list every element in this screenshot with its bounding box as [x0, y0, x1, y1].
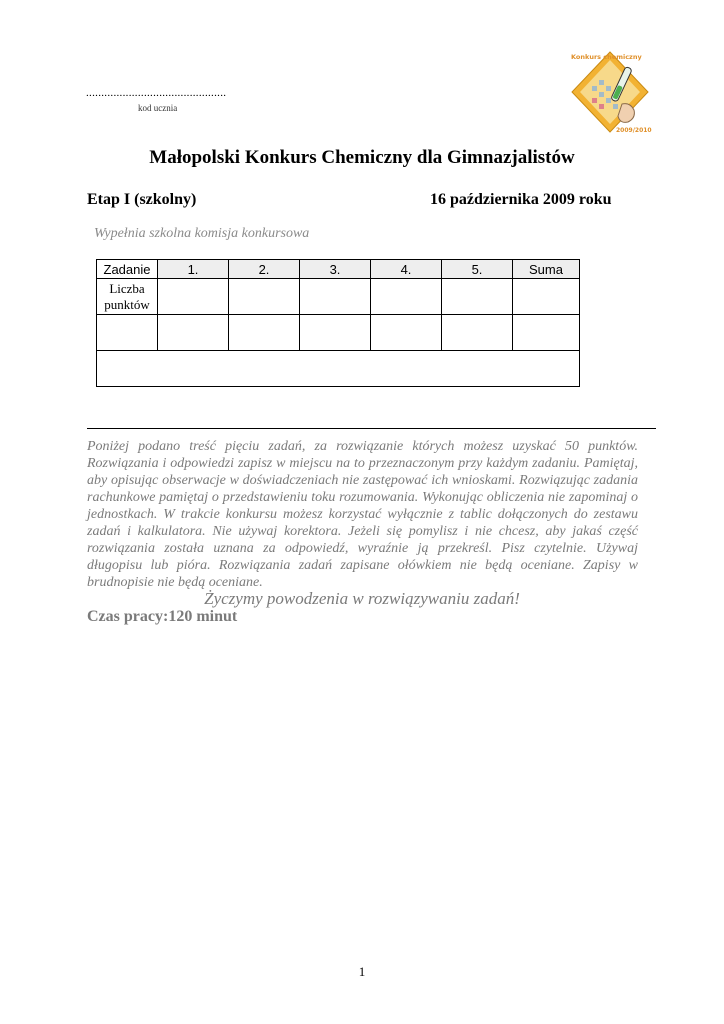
student-code-dots: ..............................................: [86, 87, 227, 99]
header-zadanie: Zadanie: [97, 260, 158, 279]
points-cell-2[interactable]: [229, 279, 300, 315]
header-task-4: 4.: [371, 260, 442, 279]
signature-cell-5[interactable]: [442, 315, 513, 351]
stage-label: Etap I (szkolny): [87, 191, 197, 208]
committee-note: Wypełnia szkolna komisja konkursowa: [94, 226, 310, 241]
student-code-label: kod ucznia: [138, 103, 178, 113]
contest-date: 16 października 2009 roku: [430, 191, 612, 208]
header-task-1: 1.: [158, 260, 229, 279]
working-time: Czas pracy:120 minut: [87, 608, 238, 625]
points-cell-3[interactable]: [300, 279, 371, 315]
divider-line: [87, 428, 656, 429]
points-cell-4[interactable]: [371, 279, 442, 315]
signature-cell-1[interactable]: [158, 315, 229, 351]
page-title: Małopolski Konkurs Chemiczny dla Gimnazjalistów: [149, 147, 575, 168]
svg-text:Konkurs chemiczny: Konkurs chemiczny: [571, 53, 642, 61]
signature-cell-6[interactable]: [513, 315, 580, 351]
instructions-text: Poniżej podano treść pięciu zadań, za rozwiązanie których możesz uzyskać 50 punktów. Rozwiązania i odpowiedzi zapisz w miejscu na to przeznaczonym przy każdym zadaniu. Pamiętaj, aby opisując obserwacje w doświadczeniach nie zastępować ich wnioskami. Rozwiązując zadania rachunkowe pamiętaj o przedstawieniu toku rozumowania. Wykonując obliczenia nie zapominaj o jednostkach. W trakcie konkursu możesz korzystać wyłącznie z tablic dołączonych do zestawu zadań i kalkulatora. Nie używaj korektora. Jeżeli się pomylisz i nie chcesz, aby jakaś część rozwiązania została uznana za odpowiedź, wyraźnie ją przekreśl. Pisz czytelnie. Używaj długopisu lub pióra. Rozwiązania zadań zapisane ołówkiem nie będą oceniane. Zapisy w brudnopisie nie będą oceniane.: [87, 439, 638, 590]
signature-cell-3[interactable]: [300, 315, 371, 351]
points-row: [97, 279, 580, 315]
notes-cell[interactable]: [97, 351, 580, 387]
signature-row: [97, 315, 580, 351]
header-task-3: 3.: [300, 260, 371, 279]
header-task-5: 5.: [442, 260, 513, 279]
good-luck-wish: Życzymy powodzenia w rozwiązywaniu zadań!: [204, 589, 520, 608]
points-row-label: Liczba punktów: [97, 279, 158, 315]
points-cell-1[interactable]: [158, 279, 229, 315]
points-cell-5[interactable]: [442, 279, 513, 315]
svg-text:2009/2010: 2009/2010: [616, 127, 652, 134]
header-suma: Suma: [513, 260, 580, 279]
score-table: [96, 259, 580, 387]
contest-logo: [568, 48, 652, 134]
signature-cell-0[interactable]: [97, 315, 158, 351]
score-table-header-row: [97, 260, 580, 279]
signature-cell-2[interactable]: [229, 315, 300, 351]
header-task-2: 2.: [229, 260, 300, 279]
notes-row: [97, 351, 580, 387]
page-number: 1: [358, 964, 366, 979]
points-cell-sum[interactable]: [513, 279, 580, 315]
signature-cell-4[interactable]: [371, 315, 442, 351]
